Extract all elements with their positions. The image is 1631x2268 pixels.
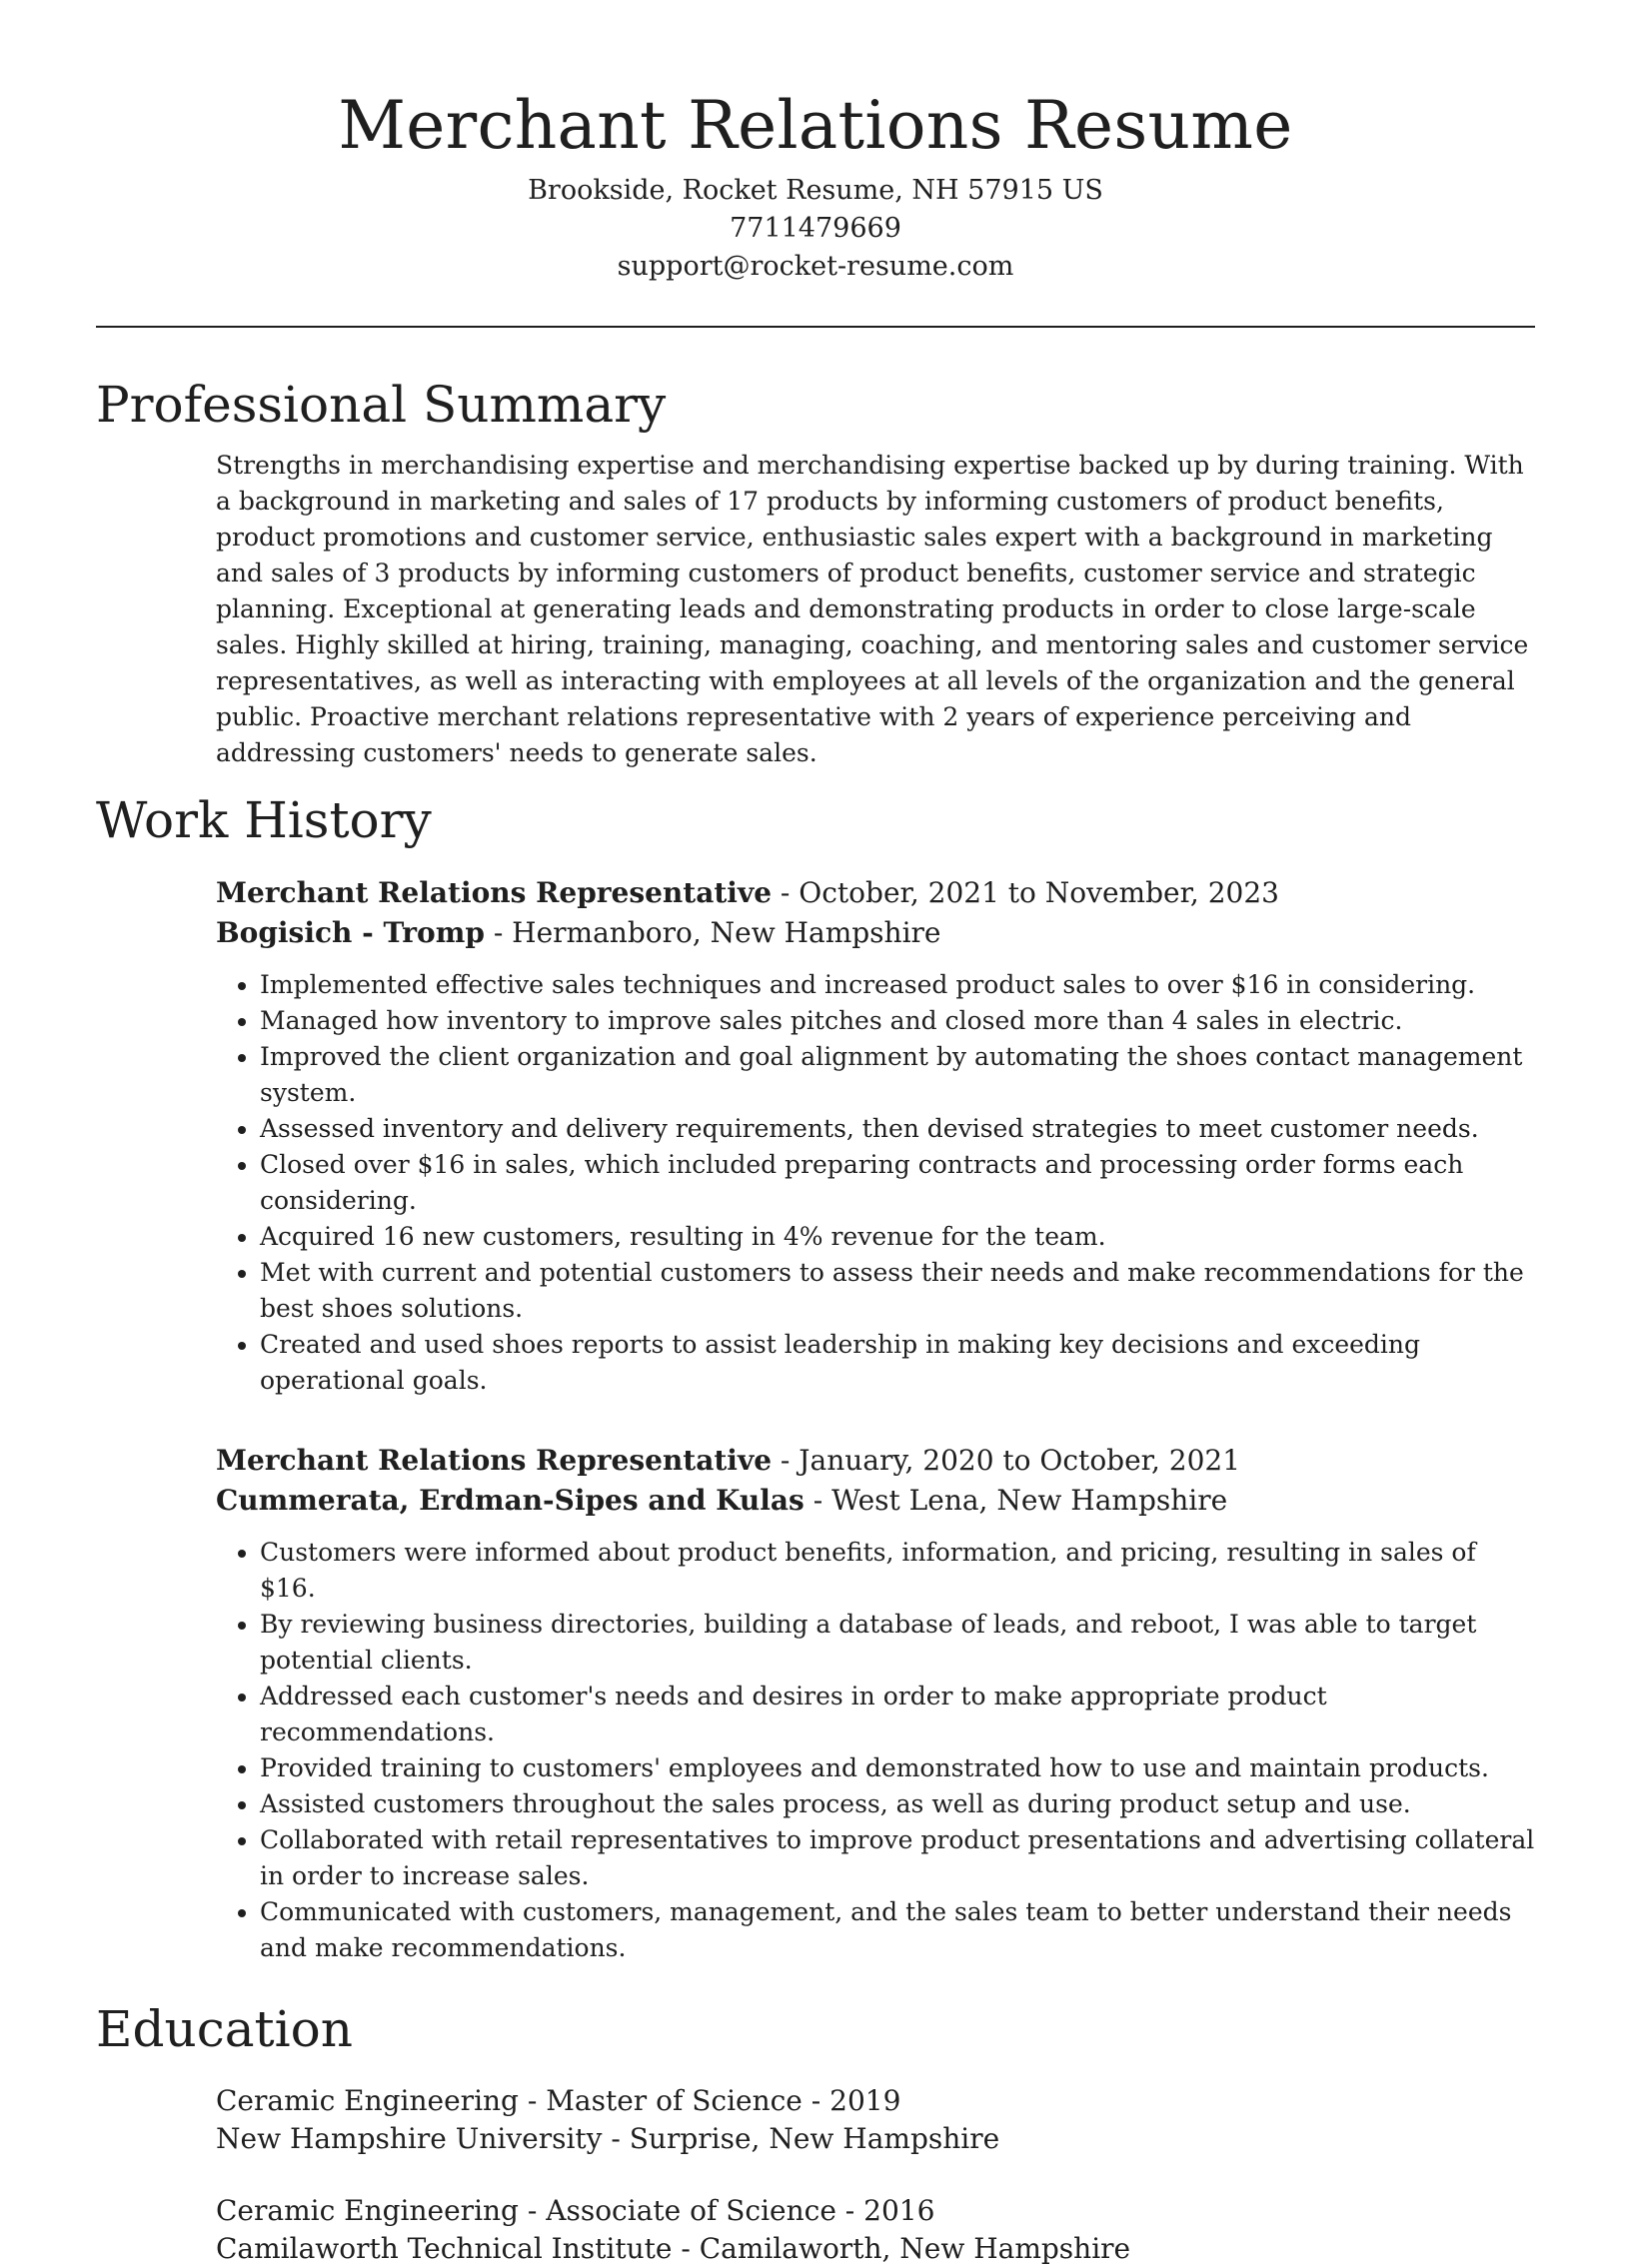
job-entry — [216, 1441, 1535, 1966]
contact-email: support@rocket-resume.com — [617, 251, 1014, 282]
job-title-line — [216, 1441, 1535, 1481]
contact-address: Brookside, Rocket Resume, NH 57915 US — [528, 175, 1103, 206]
job-bullet: • Communicated with customers, management, and the sales team to better understand their needs and make recommendations. — [260, 1894, 1535, 1966]
job-bullet: • Closed over $16 in sales, which included preparing contracts and processing order forms each considering. — [260, 1147, 1535, 1219]
job-entry — [216, 873, 1535, 1399]
job-title: Merchant Relations Representative — [216, 876, 773, 909]
job-bullet: • Assessed inventory and delivery requirements, then devised strategies to meet customer needs. — [260, 1111, 1535, 1147]
job-bullet: • Managed how inventory to improve sales pitches and closed more than 4 sales in electric. — [260, 1003, 1535, 1039]
job-bullet: • Assisted customers throughout the sales process, as well as during product setup and use. — [260, 1786, 1535, 1822]
job-company-line — [216, 913, 1535, 953]
education-degree: Ceramic Engineering - Associate of Science - 2016 — [216, 2194, 935, 2227]
job-company: Bogisich - Tromp — [216, 916, 485, 949]
job-bullet: • Provided training to customers' employees and demonstrated how to use and maintain products. — [260, 1750, 1535, 1786]
job-bullet: • Collaborated with retail representatives to improve product presentations and advertising collateral in order to increase sales. — [260, 1822, 1535, 1894]
summary-section — [216, 448, 1535, 771]
job-bullet: • Implemented effective sales techniques and increased product sales to over $16 in considering. — [260, 967, 1535, 1003]
education-heading: Education — [96, 2000, 353, 2058]
job-dates: - January, 2020 to October, 2021 — [772, 1444, 1241, 1477]
education-entry — [216, 2082, 1535, 2158]
job-bullet: • Acquired 16 new customers, resulting in 4% revenue for the team. — [260, 1219, 1535, 1255]
education-school: New Hampshire University - Surprise, New Hampshire — [216, 2122, 1000, 2155]
education-entry — [216, 2192, 1535, 2268]
summary-heading: Professional Summary — [96, 376, 667, 434]
resume-title: Merchant Relations Resume — [338, 87, 1293, 164]
summary-text: Strengths in merchandising expertise and merchandising expertise backed up by during training. With a background in marketing and sales of 17 products by informing customers of product benefits, product promotions and customer service, enthusiastic sales expert with a background in marketing and sales of 3 products by informing customers of product benefits, customer service and strategic planning. Exceptional at generating leads and demonstrating products in order to close large-scale sales. Highly skilled at hiring, training, managing, coaching, and mentoring sales and customer service representatives, as well as interacting with employees at all levels of the organization and the general public. Proactive merchant relations representative with 2 years of experience perceiving and addressing customers' needs to generate sales. — [216, 451, 1529, 767]
job-title-line — [216, 873, 1535, 913]
job-dates: - October, 2021 to November, 2023 — [772, 876, 1279, 909]
job-title: Merchant Relations Representative — [216, 1444, 773, 1477]
job-bullet: • Addressed each customer's needs and desires in order to make appropriate product recommendations. — [260, 1679, 1535, 1750]
job-location: - Hermanboro, New Hampshire — [484, 916, 941, 949]
job-bullet: • By reviewing business directories, building a database of leads, and reboot, I was able to target potential clients. — [260, 1607, 1535, 1679]
job-company: Cummerata, Erdman-Sipes and Kulas — [216, 1484, 805, 1517]
education-degree: Ceramic Engineering - Master of Science - 2019 — [216, 2084, 901, 2117]
job-company-line — [216, 1481, 1535, 1521]
job-location: - West Lena, New Hampshire — [804, 1484, 1228, 1517]
header-divider — [96, 326, 1535, 328]
work-history-section — [216, 873, 1535, 1966]
job-bullet-list — [216, 1535, 1535, 1966]
education-school: Camilaworth Technical Institute - Camilaworth, New Hampshire — [216, 2232, 1131, 2265]
contact-block — [96, 172, 1535, 286]
resume-page — [96, 0, 1535, 2265]
job-bullet: • Created and used shoes reports to assist leadership in making key decisions and exceeding operational goals. — [260, 1327, 1535, 1399]
job-bullet: • Met with current and potential customers to assess their needs and make recommendations for the best shoes solutions. — [260, 1255, 1535, 1327]
contact-phone: 7711479669 — [730, 213, 901, 244]
work-history-heading: Work History — [96, 791, 432, 849]
job-bullet-list — [216, 967, 1535, 1399]
education-section — [216, 2082, 1535, 2268]
job-bullet: • Customers were informed about product benefits, information, and pricing, resulting in sales of $16. — [260, 1535, 1535, 1607]
job-bullet: • Improved the client organization and goal alignment by automating the shoes contact management system. — [260, 1039, 1535, 1111]
